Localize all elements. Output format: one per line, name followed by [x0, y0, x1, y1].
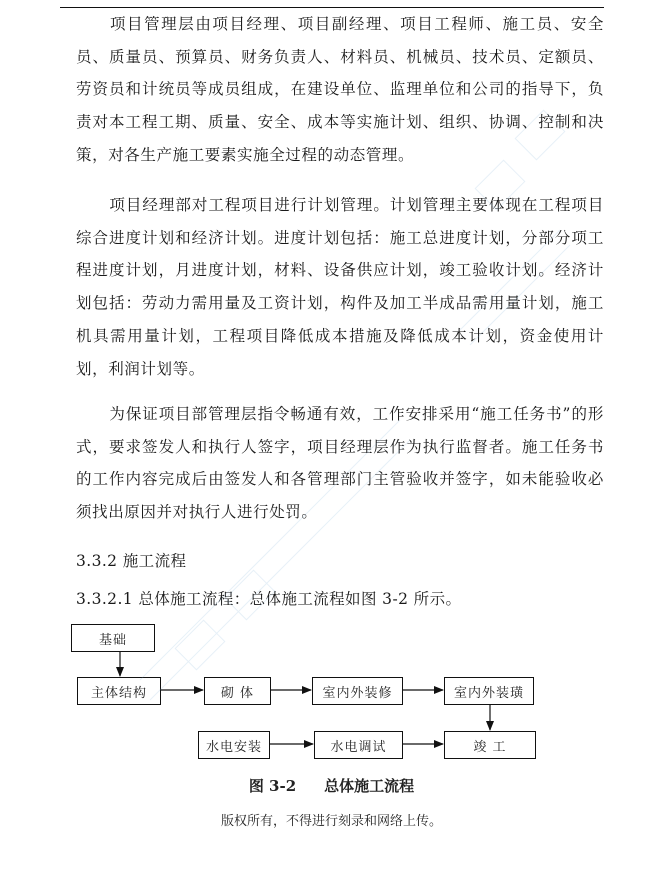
- copyright-footer: 版权所有，不得进行刻录和网络上传。: [220, 814, 442, 829]
- flow-node-mep-installation: 水电安装: [198, 731, 270, 759]
- figure-title: 总体施工流程: [324, 777, 415, 795]
- paragraph-text: 项目经理部对工程项目进行计划管理。计划管理主要体现在工程项目综合进度计划和经济计划。进度计划包括：施工总进度计划，分部分项工程进度计划，月进度计划，材料、设备供应计划，竣工验收计划。经济计划包括：劳动力需用量及工资计划，构件及加工半成品需用量计划，施工机具需用量计划，工程项目降低成本措施及降低成本计划，资金使用计划，利润计划等。: [76, 196, 604, 378]
- subsection-heading: 3.3.2.1 总体施工流程：总体施工流程如图 3-2 所示。: [76, 590, 462, 608]
- flow-node-main-structure: 主体结构: [77, 677, 161, 705]
- paragraph-text: 项目管理层由项目经理、项目副经理、项目工程师、施工员、安全员、质量员、预算员、财务负责人、材料员、机械员、技术员、定额员、劳资员和计统员等成员组成，在建设单位、监理单位和公司的指导下，负责对本工程工期、质量、安全、成本等实施计划、组织、协调、控制和决策，对各生产施工要素实施全过程的动态管理。: [76, 15, 604, 164]
- flow-node-interior-exterior-finishing: 室内外装修: [312, 677, 403, 705]
- section-heading: 3.3.2 施工流程: [76, 552, 187, 570]
- paragraph-planning: [76, 189, 604, 385]
- paragraph-management-team: [76, 8, 604, 172]
- paragraph-text: 为保证项目部管理层指令畅通有效，工作安排采用“施工任务书”的形式，要求签发人和执行人签字，项目经理层作为执行监督者。施工任务书的工作内容完成后由签发人和各管理部门主管验收并签字，如未能验收必须找出原因并对执行人进行处罚。: [76, 405, 604, 522]
- flow-node-masonry: 砌 体: [204, 677, 271, 705]
- paragraph-task-book: [76, 398, 604, 529]
- watermark-stroke: [175, 620, 224, 669]
- flow-node-mep-commissioning: 水电调试: [314, 731, 403, 759]
- figure-caption: [0, 775, 663, 796]
- flow-node-interior-exterior-decoration: 室内外装璜: [444, 677, 534, 705]
- flow-node-completion: 竣 工: [444, 731, 536, 759]
- flow-node-foundation: 基础: [71, 624, 155, 652]
- figure-number: 图 3-2: [248, 777, 297, 795]
